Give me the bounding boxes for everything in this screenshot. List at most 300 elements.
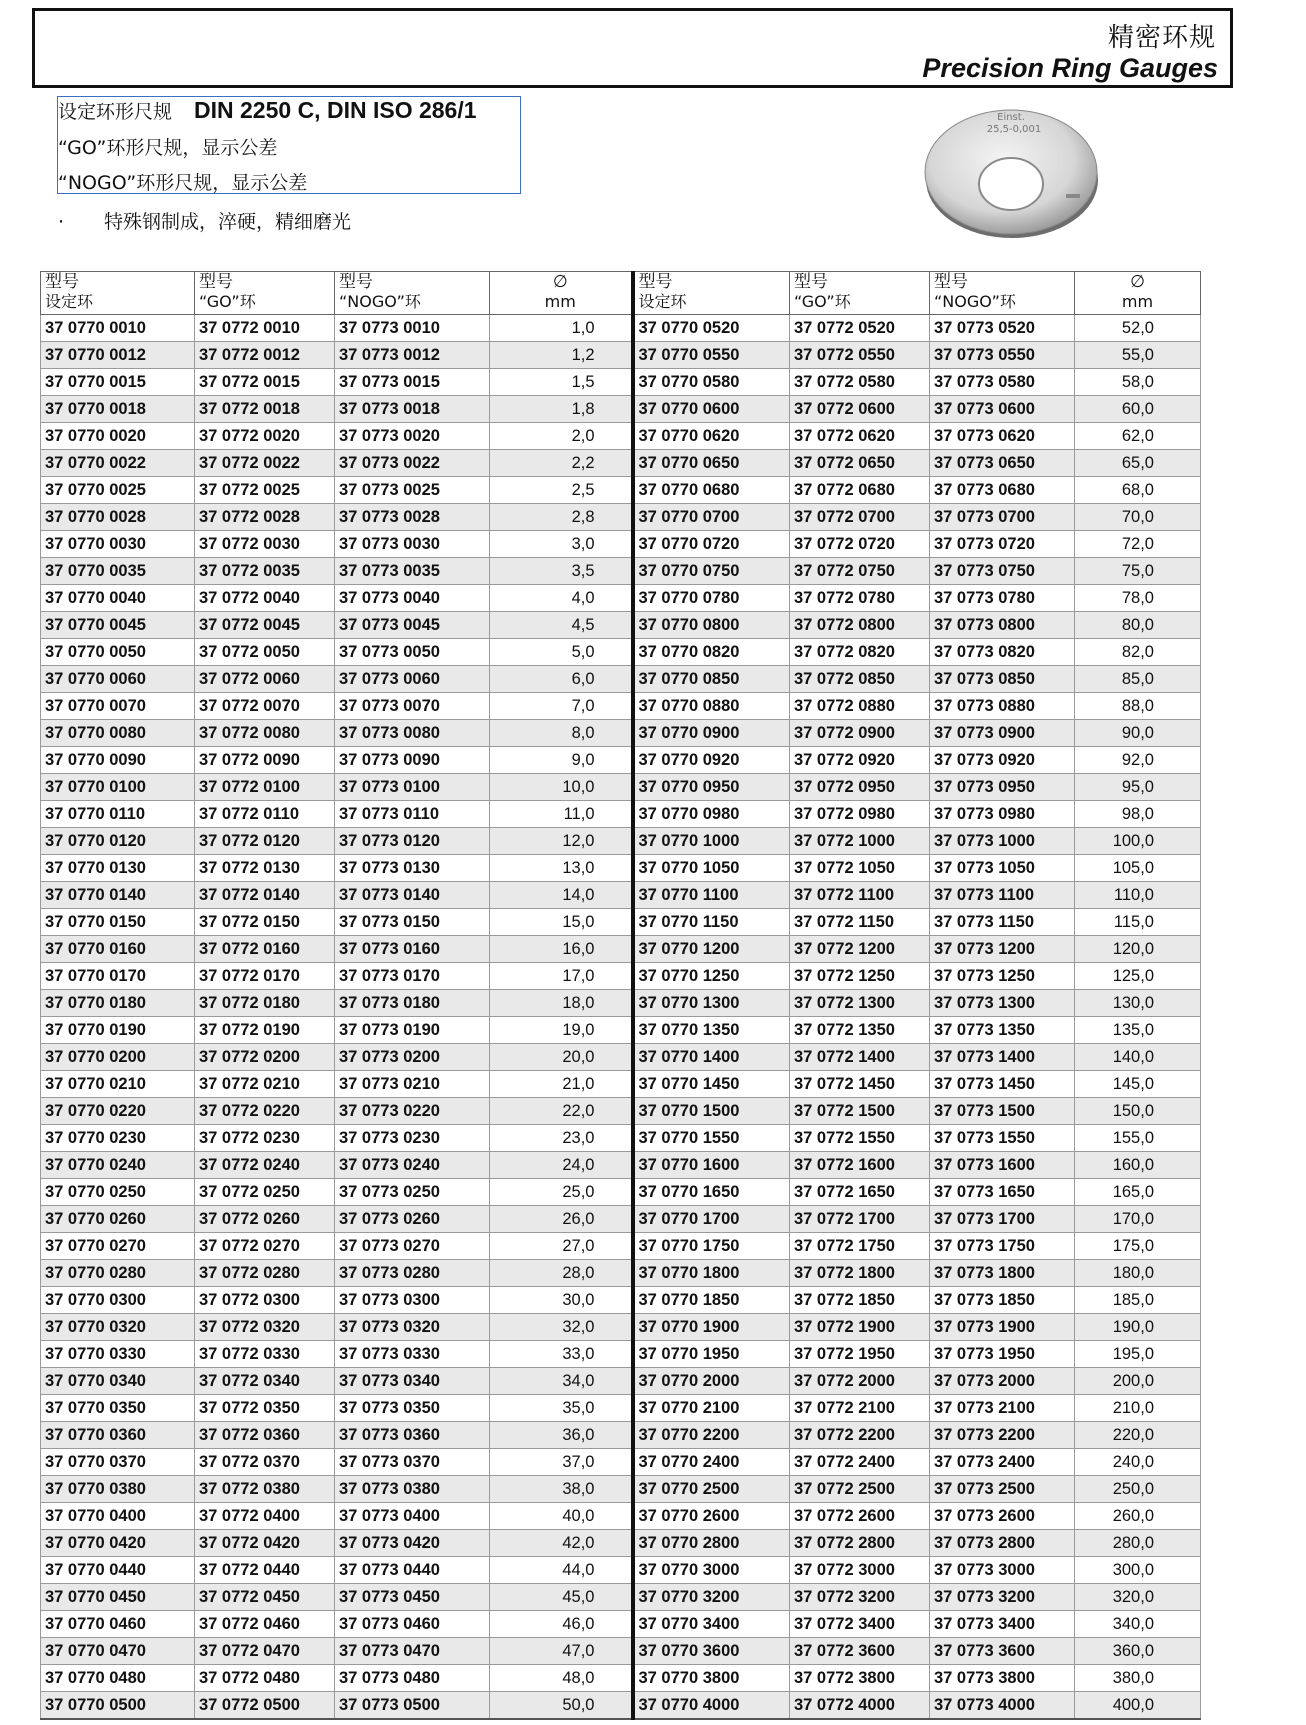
part-number-cell: 37 0773 0150 (335, 909, 490, 936)
part-number-cell: 37 0772 0240 (195, 1152, 335, 1179)
table-row (41, 1233, 1201, 1260)
table-row (41, 1287, 1201, 1314)
part-number-cell: 37 0770 0240 (41, 1152, 195, 1179)
part-number-cell: 37 0772 3200 (790, 1584, 930, 1611)
part-number-cell: 37 0772 0350 (195, 1395, 335, 1422)
feature-text: 特殊钢制成，淬硬，精细磨光 (104, 211, 352, 233)
part-number-cell: 37 0773 0720 (930, 531, 1075, 558)
product-info-box (57, 96, 521, 194)
part-number-cell: 37 0773 0350 (335, 1395, 490, 1422)
part-number-cell: 37 0773 0230 (335, 1125, 490, 1152)
diameter-cell: 150,0 (1075, 1098, 1201, 1125)
part-number-cell: 37 0772 0980 (790, 801, 930, 828)
diameter-cell: 95,0 (1075, 774, 1201, 801)
part-number-cell: 37 0772 0028 (195, 504, 335, 531)
part-number-cell: 37 0772 0720 (790, 531, 930, 558)
part-number-cell: 37 0770 1450 (633, 1071, 790, 1098)
diameter-cell: 135,0 (1075, 1017, 1201, 1044)
part-number-cell: 37 0770 0300 (41, 1287, 195, 1314)
diameter-cell: 92,0 (1075, 747, 1201, 774)
diameter-cell: 17,0 (490, 963, 633, 990)
part-number-cell: 37 0773 0480 (335, 1665, 490, 1692)
part-number-cell: 37 0770 0780 (633, 585, 790, 612)
table-row (41, 1584, 1201, 1611)
part-number-cell: 37 0770 0170 (41, 963, 195, 990)
part-number-cell: 37 0770 1900 (633, 1314, 790, 1341)
part-number-cell: 37 0773 1450 (930, 1071, 1075, 1098)
part-number-cell: 37 0772 0880 (790, 693, 930, 720)
part-number-cell: 37 0773 0200 (335, 1044, 490, 1071)
part-number-cell: 37 0772 1500 (790, 1098, 930, 1125)
part-number-cell: 37 0773 0900 (930, 720, 1075, 747)
diameter-cell: 37,0 (490, 1449, 633, 1476)
part-number-cell: 37 0773 0980 (930, 801, 1075, 828)
part-number-cell: 37 0772 0450 (195, 1584, 335, 1611)
diameter-cell: 105,0 (1075, 855, 1201, 882)
diameter-cell: 35,0 (490, 1395, 633, 1422)
part-number-cell: 37 0773 0650 (930, 450, 1075, 477)
diameter-cell: 1,5 (490, 369, 633, 396)
part-number-cell: 37 0772 0200 (195, 1044, 335, 1071)
table-row (41, 909, 1201, 936)
table-row (41, 369, 1201, 396)
part-number-cell: 37 0770 0015 (41, 369, 195, 396)
diameter-cell: 85,0 (1075, 666, 1201, 693)
diameter-cell: 250,0 (1075, 1476, 1201, 1503)
column-header (195, 272, 335, 315)
diameter-cell: 45,0 (490, 1584, 633, 1611)
diameter-cell: 24,0 (490, 1152, 633, 1179)
part-number-cell: 37 0772 0900 (790, 720, 930, 747)
part-number-cell: 37 0773 1750 (930, 1233, 1075, 1260)
diameter-cell: 15,0 (490, 909, 633, 936)
column-header-sub: “NOGO”环 (339, 292, 421, 311)
part-number-cell: 37 0772 0170 (195, 963, 335, 990)
table-row (41, 1179, 1201, 1206)
table-row (41, 1665, 1201, 1692)
part-number-cell: 37 0773 1250 (930, 963, 1075, 990)
table-row (41, 1017, 1201, 1044)
part-number-cell: 37 0772 0700 (790, 504, 930, 531)
table-row (41, 1638, 1201, 1665)
diameter-cell: 280,0 (1075, 1530, 1201, 1557)
part-number-cell: 37 0773 0580 (930, 369, 1075, 396)
diameter-cell: 2,0 (490, 423, 633, 450)
part-number-cell: 37 0773 1650 (930, 1179, 1075, 1206)
diameter-cell: 22,0 (490, 1098, 633, 1125)
part-number-cell: 37 0773 1150 (930, 909, 1075, 936)
diameter-cell: 18,0 (490, 990, 633, 1017)
table-row (41, 882, 1201, 909)
table-row (41, 1044, 1201, 1071)
column-header (633, 272, 790, 315)
part-number-cell: 37 0773 0140 (335, 882, 490, 909)
part-number-cell: 37 0770 0060 (41, 666, 195, 693)
part-number-cell: 37 0770 1300 (633, 990, 790, 1017)
column-header (41, 272, 195, 315)
part-number-cell: 37 0772 1050 (790, 855, 930, 882)
diameter-cell: 4,5 (490, 612, 633, 639)
diameter-cell: 180,0 (1075, 1260, 1201, 1287)
part-number-cell: 37 0773 3200 (930, 1584, 1075, 1611)
part-number-cell: 37 0770 0320 (41, 1314, 195, 1341)
part-number-cell: 37 0770 0180 (41, 990, 195, 1017)
diameter-cell: 13,0 (490, 855, 633, 882)
part-number-cell: 37 0773 0420 (335, 1530, 490, 1557)
table-row (41, 423, 1201, 450)
part-number-cell: 37 0773 1200 (930, 936, 1075, 963)
diameter-cell: 175,0 (1075, 1233, 1201, 1260)
part-number-cell: 37 0773 2000 (930, 1368, 1075, 1395)
column-header-top: 型号 (794, 272, 828, 292)
part-number-cell: 37 0770 3000 (633, 1557, 790, 1584)
column-header (1075, 272, 1201, 315)
table-row (41, 531, 1201, 558)
part-number-cell: 37 0770 3400 (633, 1611, 790, 1638)
part-number-cell: 37 0770 2000 (633, 1368, 790, 1395)
table-row (41, 1503, 1201, 1530)
part-number-cell: 37 0772 0550 (790, 342, 930, 369)
part-number-cell: 37 0770 0120 (41, 828, 195, 855)
part-number-cell: 37 0773 0300 (335, 1287, 490, 1314)
diameter-cell: 125,0 (1075, 963, 1201, 990)
part-number-cell: 37 0772 0045 (195, 612, 335, 639)
part-number-cell: 37 0770 0400 (41, 1503, 195, 1530)
part-number-cell: 37 0773 2100 (930, 1395, 1075, 1422)
part-number-cell: 37 0772 0150 (195, 909, 335, 936)
part-number-cell: 37 0773 0030 (335, 531, 490, 558)
part-number-cell: 37 0770 3200 (633, 1584, 790, 1611)
part-number-cell: 37 0772 3000 (790, 1557, 930, 1584)
part-number-cell: 37 0773 1050 (930, 855, 1075, 882)
diameter-cell: 360,0 (1075, 1638, 1201, 1665)
part-number-cell: 37 0772 0920 (790, 747, 930, 774)
part-number-cell: 37 0773 2400 (930, 1449, 1075, 1476)
part-number-cell: 37 0773 1600 (930, 1152, 1075, 1179)
diameter-cell: 27,0 (490, 1233, 633, 1260)
part-number-cell: 37 0773 3600 (930, 1638, 1075, 1665)
part-number-cell: 37 0773 1000 (930, 828, 1075, 855)
part-number-cell: 37 0772 1100 (790, 882, 930, 909)
part-number-cell: 37 0770 0460 (41, 1611, 195, 1638)
part-number-cell: 37 0772 2800 (790, 1530, 930, 1557)
part-number-cell: 37 0770 0028 (41, 504, 195, 531)
column-header-top: 型号 (638, 272, 673, 292)
table-row (41, 1368, 1201, 1395)
diameter-cell: 5,0 (490, 639, 633, 666)
part-number-cell: 37 0772 0320 (195, 1314, 335, 1341)
part-number-cell: 37 0770 2600 (633, 1503, 790, 1530)
part-number-cell: 37 0773 1800 (930, 1260, 1075, 1287)
column-header-sub: mm (1121, 292, 1154, 311)
part-number-cell: 37 0770 0980 (633, 801, 790, 828)
part-number-cell: 37 0770 0230 (41, 1125, 195, 1152)
part-number-cell: 37 0773 0680 (930, 477, 1075, 504)
part-number-cell: 37 0773 0360 (335, 1422, 490, 1449)
part-number-cell: 37 0773 0035 (335, 558, 490, 585)
part-number-cell: 37 0773 0330 (335, 1341, 490, 1368)
part-number-cell: 37 0772 1200 (790, 936, 930, 963)
part-number-cell: 37 0772 0018 (195, 396, 335, 423)
part-number-cell: 37 0770 1250 (633, 963, 790, 990)
diameter-cell: 2,5 (490, 477, 633, 504)
part-number-cell: 37 0772 4000 (790, 1692, 930, 1720)
part-number-cell: 37 0772 0280 (195, 1260, 335, 1287)
diameter-cell: 120,0 (1075, 936, 1201, 963)
info-setting-ring-label: 设定环形尺规 (58, 101, 173, 123)
part-number-cell: 37 0772 1700 (790, 1206, 930, 1233)
info-line-nogo-ring: “NOGO”环形尺规，显示公差 (58, 172, 308, 194)
part-number-cell: 37 0772 0250 (195, 1179, 335, 1206)
table-row (41, 1692, 1201, 1720)
part-number-cell: 37 0773 0028 (335, 504, 490, 531)
bullet-dot: · (58, 211, 65, 233)
part-number-cell: 37 0772 2400 (790, 1449, 930, 1476)
table-row (41, 1611, 1201, 1638)
diameter-cell: 9,0 (490, 747, 633, 774)
column-header-top: 型号 (45, 272, 79, 292)
table-row (41, 774, 1201, 801)
part-number-cell: 37 0772 0035 (195, 558, 335, 585)
part-number-cell: 37 0773 0100 (335, 774, 490, 801)
part-number-cell: 37 0770 1550 (633, 1125, 790, 1152)
column-header-top: 型号 (339, 272, 373, 292)
part-number-cell: 37 0772 1450 (790, 1071, 930, 1098)
part-number-cell: 37 0773 0800 (930, 612, 1075, 639)
diameter-cell: 160,0 (1075, 1152, 1201, 1179)
part-number-cell: 37 0773 3400 (930, 1611, 1075, 1638)
part-number-cell: 37 0770 3600 (633, 1638, 790, 1665)
part-number-cell: 37 0770 0210 (41, 1071, 195, 1098)
part-number-cell: 37 0773 0250 (335, 1179, 490, 1206)
part-number-cell: 37 0772 3800 (790, 1665, 930, 1692)
part-number-cell: 37 0772 0850 (790, 666, 930, 693)
part-number-cell: 37 0770 4000 (633, 1692, 790, 1720)
column-header-sub: mm (544, 292, 576, 311)
part-number-cell: 37 0772 0370 (195, 1449, 335, 1476)
part-number-cell: 37 0770 1850 (633, 1287, 790, 1314)
column-header (790, 272, 930, 315)
part-number-cell: 37 0773 0190 (335, 1017, 490, 1044)
part-number-cell: 37 0773 1900 (930, 1314, 1075, 1341)
diameter-cell: 25,0 (490, 1179, 633, 1206)
part-number-cell: 37 0770 1050 (633, 855, 790, 882)
part-number-cell: 37 0773 0280 (335, 1260, 490, 1287)
diameter-cell: 65,0 (1075, 450, 1201, 477)
diameter-cell: 19,0 (490, 1017, 633, 1044)
part-number-cell: 37 0770 0330 (41, 1341, 195, 1368)
table-row (41, 1341, 1201, 1368)
part-number-cell: 37 0772 0580 (790, 369, 930, 396)
column-header-top: 型号 (199, 272, 233, 292)
part-number-cell: 37 0773 2200 (930, 1422, 1075, 1449)
part-number-cell: 37 0772 1750 (790, 1233, 930, 1260)
diameter-cell: 52,0 (1075, 315, 1201, 342)
part-number-cell: 37 0773 2600 (930, 1503, 1075, 1530)
diameter-cell: 75,0 (1075, 558, 1201, 585)
part-number-cell: 37 0772 0420 (195, 1530, 335, 1557)
diameter-cell: 115,0 (1075, 909, 1201, 936)
diameter-cell: 33,0 (490, 1341, 633, 1368)
part-number-cell: 37 0773 0045 (335, 612, 490, 639)
part-number-cell: 37 0770 1400 (633, 1044, 790, 1071)
part-number-cell: 37 0770 2500 (633, 1476, 790, 1503)
part-number-cell: 37 0770 0470 (41, 1638, 195, 1665)
diameter-cell: 1,0 (490, 315, 633, 342)
part-number-cell: 37 0772 0780 (790, 585, 930, 612)
diameter-cell: 8,0 (490, 720, 633, 747)
column-header-sub: “NOGO”环 (934, 292, 1016, 311)
diameter-cell: 12,0 (490, 828, 633, 855)
part-number-cell: 37 0773 1400 (930, 1044, 1075, 1071)
diameter-cell: 145,0 (1075, 1071, 1201, 1098)
table-row (41, 342, 1201, 369)
part-number-cell: 37 0770 1000 (633, 828, 790, 855)
part-number-cell: 37 0773 0020 (335, 423, 490, 450)
column-header-top: ∅ (552, 272, 568, 292)
part-number-cell: 37 0773 0050 (335, 639, 490, 666)
part-number-cell: 37 0773 0025 (335, 477, 490, 504)
table-row (41, 990, 1201, 1017)
part-number-cell: 37 0773 0470 (335, 1638, 490, 1665)
part-number-cell: 37 0772 0120 (195, 828, 335, 855)
part-number-cell: 37 0770 0070 (41, 693, 195, 720)
part-number-cell: 37 0773 0450 (335, 1584, 490, 1611)
diameter-cell: 21,0 (490, 1071, 633, 1098)
diameter-cell: 28,0 (490, 1260, 633, 1287)
column-header-sub: 设定环 (45, 292, 94, 311)
part-number-cell: 37 0770 0520 (633, 315, 790, 342)
part-number-cell: 37 0772 1250 (790, 963, 930, 990)
part-number-cell: 37 0770 0130 (41, 855, 195, 882)
diameter-cell: 48,0 (490, 1665, 633, 1692)
table-header-row (41, 272, 1201, 315)
table-row (41, 1071, 1201, 1098)
diameter-cell: 50,0 (490, 1692, 633, 1720)
diameter-cell: 340,0 (1075, 1611, 1201, 1638)
diameter-cell: 1,2 (490, 342, 633, 369)
table-row (41, 558, 1201, 585)
diameter-cell: 78,0 (1075, 585, 1201, 612)
diameter-cell: 34,0 (490, 1368, 633, 1395)
part-number-cell: 37 0772 0030 (195, 531, 335, 558)
diameter-cell: 210,0 (1075, 1395, 1201, 1422)
part-number-cell: 37 0770 0022 (41, 450, 195, 477)
part-number-cell: 37 0772 0620 (790, 423, 930, 450)
diameter-cell: 90,0 (1075, 720, 1201, 747)
table-row (41, 1206, 1201, 1233)
diameter-cell: 98,0 (1075, 801, 1201, 828)
column-header-top: ∅ (1130, 272, 1145, 292)
part-number-cell: 37 0770 0090 (41, 747, 195, 774)
table-row (41, 1449, 1201, 1476)
part-number-cell: 37 0772 2000 (790, 1368, 930, 1395)
part-number-cell: 37 0772 0500 (195, 1692, 335, 1720)
part-number-cell: 37 0773 0220 (335, 1098, 490, 1125)
table-row (41, 585, 1201, 612)
part-number-cell: 37 0770 0650 (633, 450, 790, 477)
diameter-cell: 240,0 (1075, 1449, 1201, 1476)
column-header-sub: 设定环 (638, 292, 687, 311)
table-row (41, 450, 1201, 477)
diameter-cell: 320,0 (1075, 1584, 1201, 1611)
part-number-cell: 37 0773 0370 (335, 1449, 490, 1476)
part-number-cell: 37 0773 1300 (930, 990, 1075, 1017)
part-number-cell: 37 0772 0025 (195, 477, 335, 504)
part-number-cell: 37 0770 0150 (41, 909, 195, 936)
diameter-cell: 36,0 (490, 1422, 633, 1449)
diameter-cell: 300,0 (1075, 1557, 1201, 1584)
part-number-cell: 37 0773 0012 (335, 342, 490, 369)
diameter-cell: 155,0 (1075, 1125, 1201, 1152)
part-number-cell: 37 0773 0240 (335, 1152, 490, 1179)
part-number-cell: 37 0773 4000 (930, 1692, 1075, 1720)
part-number-cell: 37 0770 0250 (41, 1179, 195, 1206)
part-number-cell: 37 0773 0750 (930, 558, 1075, 585)
part-number-cell: 37 0773 1550 (930, 1125, 1075, 1152)
ring-gauge-icon (916, 96, 1106, 246)
diameter-cell: 55,0 (1075, 342, 1201, 369)
part-number-cell: 37 0773 1950 (930, 1341, 1075, 1368)
diameter-cell: 110,0 (1075, 882, 1201, 909)
part-number-cell: 37 0772 0015 (195, 369, 335, 396)
part-number-cell: 37 0773 0340 (335, 1368, 490, 1395)
diameter-cell: 44,0 (490, 1557, 633, 1584)
part-number-cell: 37 0770 0030 (41, 531, 195, 558)
part-number-cell: 37 0772 0750 (790, 558, 930, 585)
specs-table (40, 271, 1201, 1720)
part-number-cell: 37 0773 0550 (930, 342, 1075, 369)
part-number-cell: 37 0770 0480 (41, 1665, 195, 1692)
table-row (41, 1260, 1201, 1287)
part-number-cell: 37 0772 0130 (195, 855, 335, 882)
table-row (41, 1125, 1201, 1152)
part-number-cell: 37 0770 0100 (41, 774, 195, 801)
part-number-cell: 37 0772 0260 (195, 1206, 335, 1233)
part-number-cell: 37 0773 0520 (930, 315, 1075, 342)
diameter-cell: 47,0 (490, 1638, 633, 1665)
part-number-cell: 37 0770 0050 (41, 639, 195, 666)
diameter-cell: 100,0 (1075, 828, 1201, 855)
part-number-cell: 37 0773 1500 (930, 1098, 1075, 1125)
part-number-cell: 37 0773 0018 (335, 396, 490, 423)
part-number-cell: 37 0772 0012 (195, 342, 335, 369)
part-number-cell: 37 0772 0520 (790, 315, 930, 342)
part-number-cell: 37 0772 0480 (195, 1665, 335, 1692)
table-row (41, 477, 1201, 504)
part-number-cell: 37 0770 0600 (633, 396, 790, 423)
table-row (41, 801, 1201, 828)
part-number-cell: 37 0773 2800 (930, 1530, 1075, 1557)
part-number-cell: 37 0773 0780 (930, 585, 1075, 612)
part-number-cell: 37 0770 0360 (41, 1422, 195, 1449)
page-title-cn: 精密环规 (1107, 23, 1216, 53)
part-number-cell: 37 0772 1300 (790, 990, 930, 1017)
part-number-cell: 37 0773 0010 (335, 315, 490, 342)
part-number-cell: 37 0772 2600 (790, 1503, 930, 1530)
part-number-cell: 37 0773 0180 (335, 990, 490, 1017)
part-number-cell: 37 0772 0020 (195, 423, 335, 450)
table-row (41, 1530, 1201, 1557)
part-number-cell: 37 0770 0620 (633, 423, 790, 450)
part-number-cell: 37 0770 1800 (633, 1260, 790, 1287)
part-number-cell: 37 0773 0320 (335, 1314, 490, 1341)
table-row (41, 1395, 1201, 1422)
table-row (41, 1152, 1201, 1179)
part-number-cell: 37 0770 0080 (41, 720, 195, 747)
part-number-cell: 37 0772 0400 (195, 1503, 335, 1530)
part-number-cell: 37 0772 0160 (195, 936, 335, 963)
